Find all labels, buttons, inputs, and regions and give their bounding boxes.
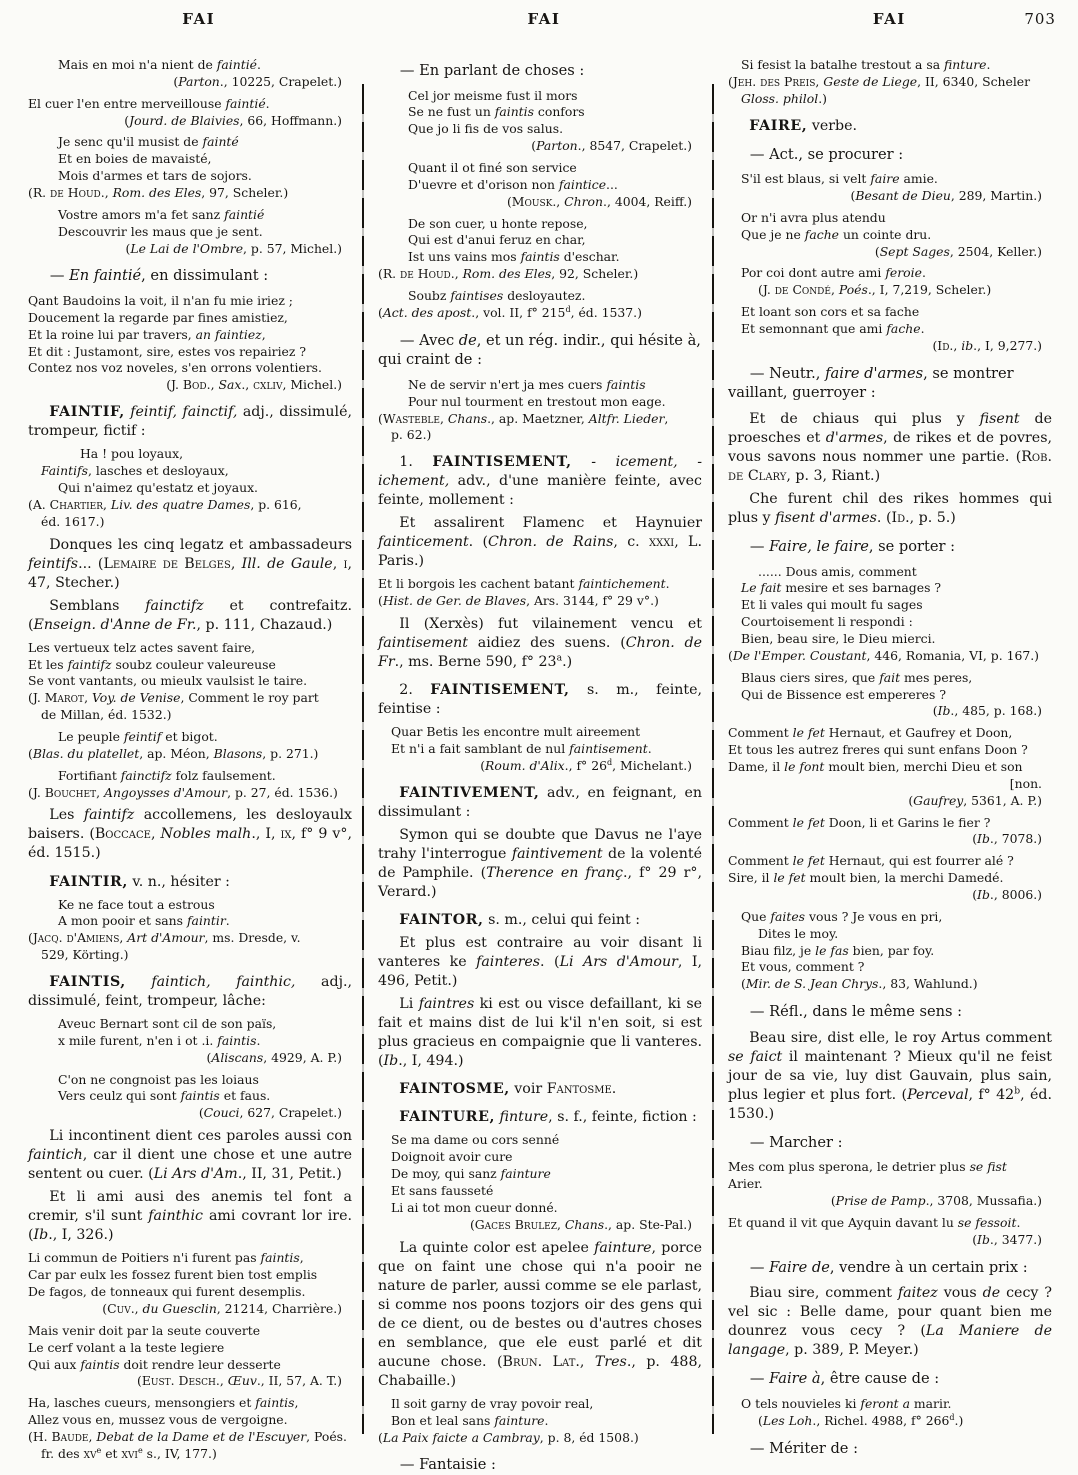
entry-paragraph: FAINTURE, finture, s. f., feinte, fiction : — [399, 1109, 697, 1126]
verse-line: Bien, beau sire, le Dieu mierci. — [741, 631, 936, 647]
verse-line: Se ne fust un faintis confors — [408, 104, 585, 120]
verse-line: [non. — [1009, 775, 1042, 791]
verse-line: C'on ne congnoist pas les loiaus — [58, 1071, 259, 1087]
verse-line: S'il est blaus, si velt faire amie. — [741, 171, 938, 187]
paragraph: Il (Xerxès) fut vilainement vencu et faintisement aidiez des suens. (Chron. de Fr., ms. Berne 590, f° 23$^a$.) — [378, 616, 702, 671]
verse-line: Vers ceulz qui sont faintis et faus. — [58, 1088, 271, 1104]
verse-line: Vostre amors m'a fet sanz faintié — [58, 206, 265, 222]
sense-heading: — Act., se procurer : — [749, 145, 904, 163]
verse-line: p. 62.) — [391, 427, 432, 443]
running-header — [26, 10, 1062, 50]
verse-line: De moy, qui sanz fainture — [391, 1166, 551, 1182]
verse-line: Comment le fet Doon, li et Garins le fier ? — [728, 814, 991, 830]
quote-block — [28, 897, 352, 964]
verse-line: Quant il ot finé son service — [408, 159, 577, 175]
verse-line: O tels nouvieles ki feront a marir. — [741, 1395, 952, 1411]
verse-line: Doignoit avoir cure — [391, 1149, 513, 1165]
quote-block — [728, 815, 1052, 849]
quote-block — [28, 446, 352, 530]
paragraph: Et assalirent Flamenc et Haynuier fainticement. (Chron. de Rains, c. xxxi, L. Paris.) — [378, 515, 702, 570]
quote-block — [28, 207, 352, 258]
verse-line: ...... Dous amis, comment — [758, 563, 917, 579]
verse-line: Le peuple feintif et bigot. — [58, 728, 218, 744]
quote-block — [28, 1016, 352, 1067]
quote-block — [728, 210, 1052, 261]
verse-line: (Hist. de Ger. de Blaves, Ars. 3144, f° 29 v°.) — [378, 593, 659, 609]
citation-line: (Ib., 8006.) — [972, 887, 1042, 903]
sense-heading: — Mériter de : — [749, 1439, 858, 1457]
entry-paragraph: FAINTOSME, voir Fantosme. — [399, 1081, 617, 1098]
verse-line: x mile furent, n'en i ot .i. faintis. — [58, 1032, 261, 1048]
verse-line: (Mir. de S. Jean Chrys., 83, Wahlund.) — [741, 976, 978, 992]
verse-line: Fortifiant fainctifz folz faulsement. — [58, 767, 276, 783]
sense-heading: — Faire, le faire, se porter : — [749, 538, 956, 556]
citation-line: (Besant de Dieu, 289, Martin.) — [850, 188, 1042, 204]
quote-block — [378, 377, 702, 444]
entry-paragraph: FAINTIR, v. n., hésiter : — [49, 873, 230, 890]
citation-line: (Ib., 7078.) — [972, 831, 1042, 847]
verse-line: Et en boies de mavaisté, — [58, 151, 212, 167]
citation-line: (Aliscans, 4929, A. P.) — [206, 1049, 342, 1065]
quote-block — [728, 171, 1052, 205]
verse-line: Soubz faintises desloyautez. — [408, 288, 586, 303]
paragraph: Symon qui se doubte que Davus ne l'aye trahy l'interrogue faintivement de la volenté de Pamphile. (Therence en franç., f° 29 r°, Verard.) — [378, 826, 702, 901]
quote-block — [378, 1132, 702, 1233]
quote-block — [378, 288, 702, 322]
running-head-col1: FAI — [182, 10, 216, 28]
page-number: 703 — [1024, 10, 1056, 28]
paragraph: Et li ami ausi des anemis tel font a cremir, s'il sunt fainthic ami covrant lor ire. (Ib., I, 326.) — [28, 1189, 352, 1244]
quote-block — [378, 724, 702, 775]
quote-block — [728, 909, 1052, 993]
verse-line: (Jeh. des Preis, Geste de Liege, II, 6340, Scheler — [728, 73, 1031, 89]
verse-line: Sire, il le fet moult bien, la merchi Damedé. — [728, 870, 1004, 886]
verse-line: Ha ! pou loyaux, — [80, 446, 184, 462]
verse-line: Descouvrir les maus que je sent. — [58, 223, 263, 239]
columns-container — [26, 50, 1062, 1474]
verse-line: fr. des $xv^e$ et xvi$^e$ s., IV, 177.) — [41, 1445, 217, 1461]
verse-line: (J. Bouchet, Angoysses d'Amour, p. 27, éd. 1536.) — [28, 784, 338, 800]
verse-line: Et la roine lui par travers, an faintiez, — [28, 326, 266, 342]
verse-line: Comment le fet Hernaut, qui est fourrer alé ? — [728, 853, 1014, 869]
verse-line: Qui aux faintis doit rendre leur desserte — [28, 1356, 281, 1372]
paragraph: La quinte color est apelee fainture, porce que on faint une chose qui n'a pooir ne nature de parler, aussi comme se ele parlast, si comme nos poons tozjors oir des gens qui de ce dient, ou de bestes ou d'autres choses en semblance, que ele eust parlé et dit aucune chose. (Brun. Lat., Tres., p. 488, Chabaille.) — [378, 1239, 702, 1389]
verse-line: Se ma dame ou cors senné — [391, 1132, 560, 1148]
verse-line: Por coi dont autre ami feroie. — [741, 265, 926, 281]
verse-line: Et li vales qui moult fu sages — [741, 597, 923, 613]
verse-line: (Act. des apost., vol. II, f° 215$^d$, éd. 1537.) — [378, 304, 642, 320]
citation-line: (Ib., 3477.) — [972, 1231, 1042, 1247]
quote-block — [378, 88, 702, 155]
citation-line: (Roum. d'Alix., f° 26$^d$, Michelant.) — [480, 757, 692, 774]
entry-paragraph: 1. FAINTISEMENT, - icement, - ichement, adv., d'une manière feinte, avec feinte, mollement : — [378, 454, 703, 509]
verse-line: Qui de Bissence est empereres ? — [741, 686, 946, 702]
entry-paragraph: FAIRE, verbe. — [749, 117, 858, 134]
sense-heading: — Réfl., dans le même sens : — [749, 1003, 963, 1021]
citation-line: (Jourd. de Blaivies, 66, Hoffmann.) — [124, 112, 342, 128]
verse-line: Li commun de Poitiers n'i furent pas faintis, — [28, 1250, 304, 1266]
quote-block — [28, 729, 352, 763]
verse-line: Ha, lasches cueurs, mensongiers et faintis, — [28, 1395, 299, 1411]
quote-block — [28, 134, 352, 201]
citation-line: (J. Bod., Sax., cxliv, Michel.) — [166, 377, 342, 393]
verse-line: De fagos, de tonneaux qui furent desemplis. — [28, 1284, 306, 1300]
quote-block — [28, 1395, 352, 1462]
verse-line: Mes com plus sperona, le detrier plus se fist — [728, 1159, 1007, 1175]
verse-line: Dame, il le font moult bien, merchi Dieu et son — [728, 759, 1023, 775]
sense-heading: — Fantaisie : — [399, 1456, 496, 1474]
verse-line: éd. 1617.) — [41, 513, 105, 529]
citation-line: (Cuv., du Guesclin, 21214, Charrière.) — [102, 1300, 342, 1316]
verse-line: (De l'Emper. Coustant, 446, Romania, VI, p. 167.) — [728, 647, 1040, 663]
verse-line: Et loant son cors et sa fache — [741, 304, 920, 320]
quote-block — [728, 564, 1052, 665]
column-3 — [714, 50, 1062, 1457]
verse-line: Aveuc Bernart sont cil de son païs, — [58, 1016, 277, 1032]
paragraph: Donques les cinq legatz et ambassadeurs feintifs... (Lemaire de Belges, Ill. de Gaule, i, 47, Stecher.) — [28, 536, 352, 591]
verse-line: Ke ne face tout a estrous — [58, 896, 215, 912]
verse-line: Qui n'aimez qu'estatz et joyaux. — [58, 479, 258, 495]
citation-line: (Ib., 485, p. 168.) — [932, 703, 1042, 719]
verse-line: (A. Chartier, Liv. des quatre Dames, p. 616, — [28, 496, 302, 512]
verse-line: Mais en moi n'a nient de faintié. — [58, 57, 261, 72]
citation-line: (Sept Sages, 2504, Keller.) — [874, 243, 1042, 259]
citation-line: (Le Lai de l'Ombre, p. 57, Michel.) — [125, 240, 342, 256]
sense-heading: — Marcher : — [749, 1133, 843, 1151]
paragraph: Les faintifz accollemens, les desloyaulx baisers. (Boccace, Nobles malh., I, ix, f° 9 v°, éd. 1515.) — [28, 807, 353, 862]
paragraph: Li faintres ki est ou visce defaillant, ki se fait et mains dist de lui k'il n'en soit, si est plus gracieus en compaignie que li vanteres. (Ib., I, 494.) — [378, 996, 703, 1070]
verse-line: Ne de servir n'ert ja mes cuers faintis — [408, 376, 646, 392]
citation-line: (Parton., 10225, Crapelet.) — [173, 73, 342, 89]
verse-line: (H. Baude, Debat de la Dame et de l'Escuyer, Poés. — [28, 1428, 347, 1444]
verse-line: Et quand il vit que Ayquin davant lu se fessoit. — [728, 1215, 1021, 1231]
verse-line: Et tous les autrez freres qui sunt enfans Doon ? — [728, 742, 1028, 758]
paragraph: Semblans fainctifz et contrefaitz. (Enseign. d'Anne de Fr., p. 111, Chazaud.) — [28, 597, 352, 633]
quote-block — [728, 1159, 1052, 1210]
verse-line: Pour nul tourment en trestout mon eage. — [408, 393, 666, 409]
verse-line: Blaus ciers sires, que fait mes peres, — [741, 669, 973, 685]
verse-line: Ist uns vains mos faintis d'eschar. — [408, 249, 620, 265]
sense-heading: — Faire de, vendre à un certain prix : — [749, 1258, 1028, 1276]
verse-line: (R. de Houd., Rom. des Eles, 92, Scheler.) — [378, 266, 639, 282]
verse-line: Bon et leal sans fainture. — [391, 1412, 549, 1428]
citation-line: (Mousk., Chron., 4004, Reiff.) — [506, 193, 692, 209]
verse-line: Courtoisement li respondi : — [741, 614, 913, 630]
quote-block — [728, 670, 1052, 721]
citation-line: (Gaufrey, 5361, A. P.) — [908, 792, 1042, 808]
quote-block — [28, 1323, 352, 1390]
verse-line: Contez nos voz noveles, s'en orrons volentiers. — [28, 360, 322, 376]
verse-line: Gloss. philol.) — [741, 90, 827, 106]
verse-line: Qui est d'anui feruz en char, — [408, 232, 586, 248]
verse-line: (La Paix faicte a Cambray, p. 8, éd 1508.) — [378, 1429, 639, 1445]
verse-line: Et semonnant que ami fache. — [741, 321, 925, 337]
verse-line: El cuer l'en entre merveillouse faintié. — [28, 95, 270, 111]
verse-line: Il soit garny de vray povoir real, — [391, 1395, 594, 1411]
verse-line: (J. Marot, Voy. de Venise, Comment le roy part — [28, 690, 319, 706]
paragraph: Et plus est contraire au voir disant li vanteres ke fainteres. (Li Ars d'Amour, I, 496, Petit.) — [378, 935, 702, 990]
column-2 — [364, 50, 712, 1474]
citation-line: (Gaces Brulez, Chans., ap. Ste-Pal.) — [469, 1216, 692, 1232]
citation-line: (Parton., 8547, Crapelet.) — [531, 138, 692, 154]
quote-block — [728, 57, 1052, 108]
verse-line: Les vertueux telz actes savent faire, — [28, 639, 256, 655]
sense-heading: — En faintié, en dissimulant : — [49, 267, 269, 285]
verse-line: (J. de Condé, Poés., I, 7,219, Scheler.) — [758, 282, 992, 298]
entry-paragraph: 2. FAINTISEMENT, s. m., feinte, feintise : — [378, 682, 702, 718]
verse-line: Dites le moy. — [758, 925, 839, 941]
verse-line: Car par eulx les fossez furent bien tost emplis — [28, 1267, 318, 1283]
verse-line: (Blas. du platellet, ap. Méon, Blasons, p. 271.) — [28, 745, 319, 761]
quote-block — [728, 1396, 1052, 1430]
quote-block — [28, 768, 352, 802]
paragraph: Biau sire, comment faitez vous de cecy ? vel sic : Belle dame, pour quant bien me dounrez vous cecy ? (La Maniere de langage, p. 389, P. Meyer.) — [728, 1285, 1052, 1359]
running-head-col3-wrap — [717, 10, 1062, 28]
sense-heading: — Faire à, être cause de : — [749, 1370, 940, 1388]
verse-line: Quar Betis les encontre mult aireement — [391, 724, 641, 740]
sense-heading: — Neutr., faire d'armes, se montrer vaillant, guerroyer : — [728, 364, 1014, 402]
verse-line: Et li borgois les cachent batant faintichement. — [378, 576, 670, 592]
verse-line: Je senc qu'il musist de fainté — [58, 134, 239, 150]
verse-line: Si fesist la batalhe trestout a sa finture. — [741, 57, 991, 72]
quote-block — [378, 216, 702, 283]
quote-block — [728, 725, 1052, 809]
quote-block — [28, 640, 352, 724]
verse-line: Biau filz, je le fas bien, par foy. — [741, 942, 935, 958]
paragraph: Beau sire, dist elle, le roy Artus comment se faict il maintenant ? Mieux qu'il ne feist jour de sa vie, luy dist Gauvain, plus sain, plus legier et plus fort. (Perceval, f° 42$^b$, éd. 1530.) — [728, 1029, 1052, 1122]
verse-line: (Wasteble, Chans., ap. Maetzner, Altfr. Lieder, — [378, 410, 669, 426]
verse-line: Mois d'armes et tars de sojors. — [58, 168, 252, 184]
entry-paragraph: FAINTIS, faintich, fainthic, adj., dissimulé, feint, trompeur, lâche: — [28, 973, 352, 1009]
quote-block — [378, 576, 702, 610]
quote-block — [28, 96, 352, 130]
entry-paragraph: FAINTIF, feintif, fainctif, adj., dissimulé, trompeur, fictif : — [28, 404, 353, 440]
verse-line: Se vont vantants, ou mieulx vaulsist le taire. — [28, 673, 308, 689]
verse-line: Que jo li fis de vos salus. — [408, 121, 564, 137]
sense-heading: — En parlant de choses : — [399, 62, 585, 79]
verse-line: Or n'i avra plus atendu — [741, 209, 886, 225]
quote-block — [28, 57, 352, 91]
citation-line: (Eust. Desch., Œuv., II, 57, A. T.) — [136, 1373, 342, 1389]
quote-block — [728, 304, 1052, 355]
quote-block — [728, 853, 1052, 904]
running-head-col2: FAI — [527, 10, 561, 28]
verse-line: D'uevre et d'orison non faintice... — [408, 176, 618, 192]
paragraph: Et de chiaus qui plus y fisent de proesches et d'armes, de rikes et de povres, vous savons nous nommer une partie. (Rob. de Clary, p. 3, Riant.) — [728, 410, 1052, 484]
verse-line: Le fait mesire et ses barnages ? — [741, 580, 942, 596]
verse-line: Faintifs, lasches et desloyaux, — [41, 463, 229, 479]
citation-line: (Couci, 627, Crapelet.) — [198, 1105, 342, 1121]
entry-paragraph: FAINTIVEMENT, adv., en feignant, en dissimulant : — [378, 784, 702, 820]
verse-line: Allez vous en, mussez vous de vergoigne. — [28, 1412, 288, 1428]
verse-line: A mon pooir et sans faintir. — [58, 913, 230, 929]
verse-line: (Jacq. d'Amiens, Art d'Amour, ms. Dresde, v. — [28, 930, 301, 946]
quote-block — [378, 160, 702, 211]
verse-line: Le cerf volant a la teste legiere — [28, 1339, 225, 1355]
quote-block — [378, 1396, 702, 1447]
sense-heading: — Avec de, et un rég. indir., qui hésite à, qui craint de : — [378, 331, 701, 369]
verse-line: (R. de Houd., Rom. des Eles, 97, Scheler.) — [28, 185, 289, 201]
verse-line: Li ai tot mon cueur donné. — [391, 1199, 558, 1215]
verse-line: 529, Körting.) — [41, 947, 129, 963]
verse-line: de Millan, éd. 1532.) — [41, 707, 172, 723]
verse-line: Mais venir doit par la seute couverte — [28, 1322, 261, 1338]
paragraph: Che furent chil des rikes hommes qui plus y fisent d'armes. (Id., p. 5.) — [728, 490, 1052, 526]
verse-line: Arier. — [728, 1176, 763, 1192]
verse-line: Que faites vous ? Je vous en pri, — [741, 908, 943, 924]
verse-line: Doucement la regarde par fines amistiez, — [28, 309, 288, 325]
quote-block — [728, 265, 1052, 299]
verse-line: Comment le fet Hernaut, et Gaufrey et Doon, — [728, 725, 1013, 741]
verse-line: Qant Baudoins la voit, il n'an fu mie iriez ; — [28, 293, 293, 308]
citation-line: (Id., ib., I, 9,277.) — [932, 337, 1042, 353]
column-1 — [26, 50, 362, 1461]
verse-line: Et vous, comment ? — [741, 959, 865, 975]
quote-block — [728, 1215, 1052, 1249]
quote-block — [28, 293, 352, 394]
verse-line: De son cuer, u honte repose, — [408, 215, 588, 231]
verse-line: Et sans fausseté — [391, 1182, 494, 1198]
paragraph: Li incontinent dient ces paroles aussi con faintich, car il dient une chose et une autre sentent ou cuer. (Li Ars d'Am., II, 31, Petit.) — [28, 1128, 352, 1183]
verse-line: Et les faintifz soubz couleur valeureuse — [28, 656, 276, 672]
quote-block — [28, 1250, 352, 1317]
verse-line: Cel jor meisme fust il mors — [408, 87, 578, 103]
verse-line: Et n'i a fait samblant de nul faintisement. — [391, 741, 652, 757]
quote-block — [28, 1072, 352, 1123]
citation-line: (Prise de Pamp., 3708, Mussafia.) — [830, 1193, 1042, 1209]
verse-line: Que je ne fache un cointe dru. — [741, 226, 932, 242]
entry-paragraph: FAINTOR, s. m., celui qui feint : — [399, 912, 641, 929]
verse-line: (Les Loh., Richel. 4988, f° 266$^d$.) — [758, 1412, 964, 1428]
running-head-col3: FAI — [872, 10, 906, 28]
verse-line: Et dit : Justamont, sire, estes vos repairiez ? — [28, 343, 306, 359]
